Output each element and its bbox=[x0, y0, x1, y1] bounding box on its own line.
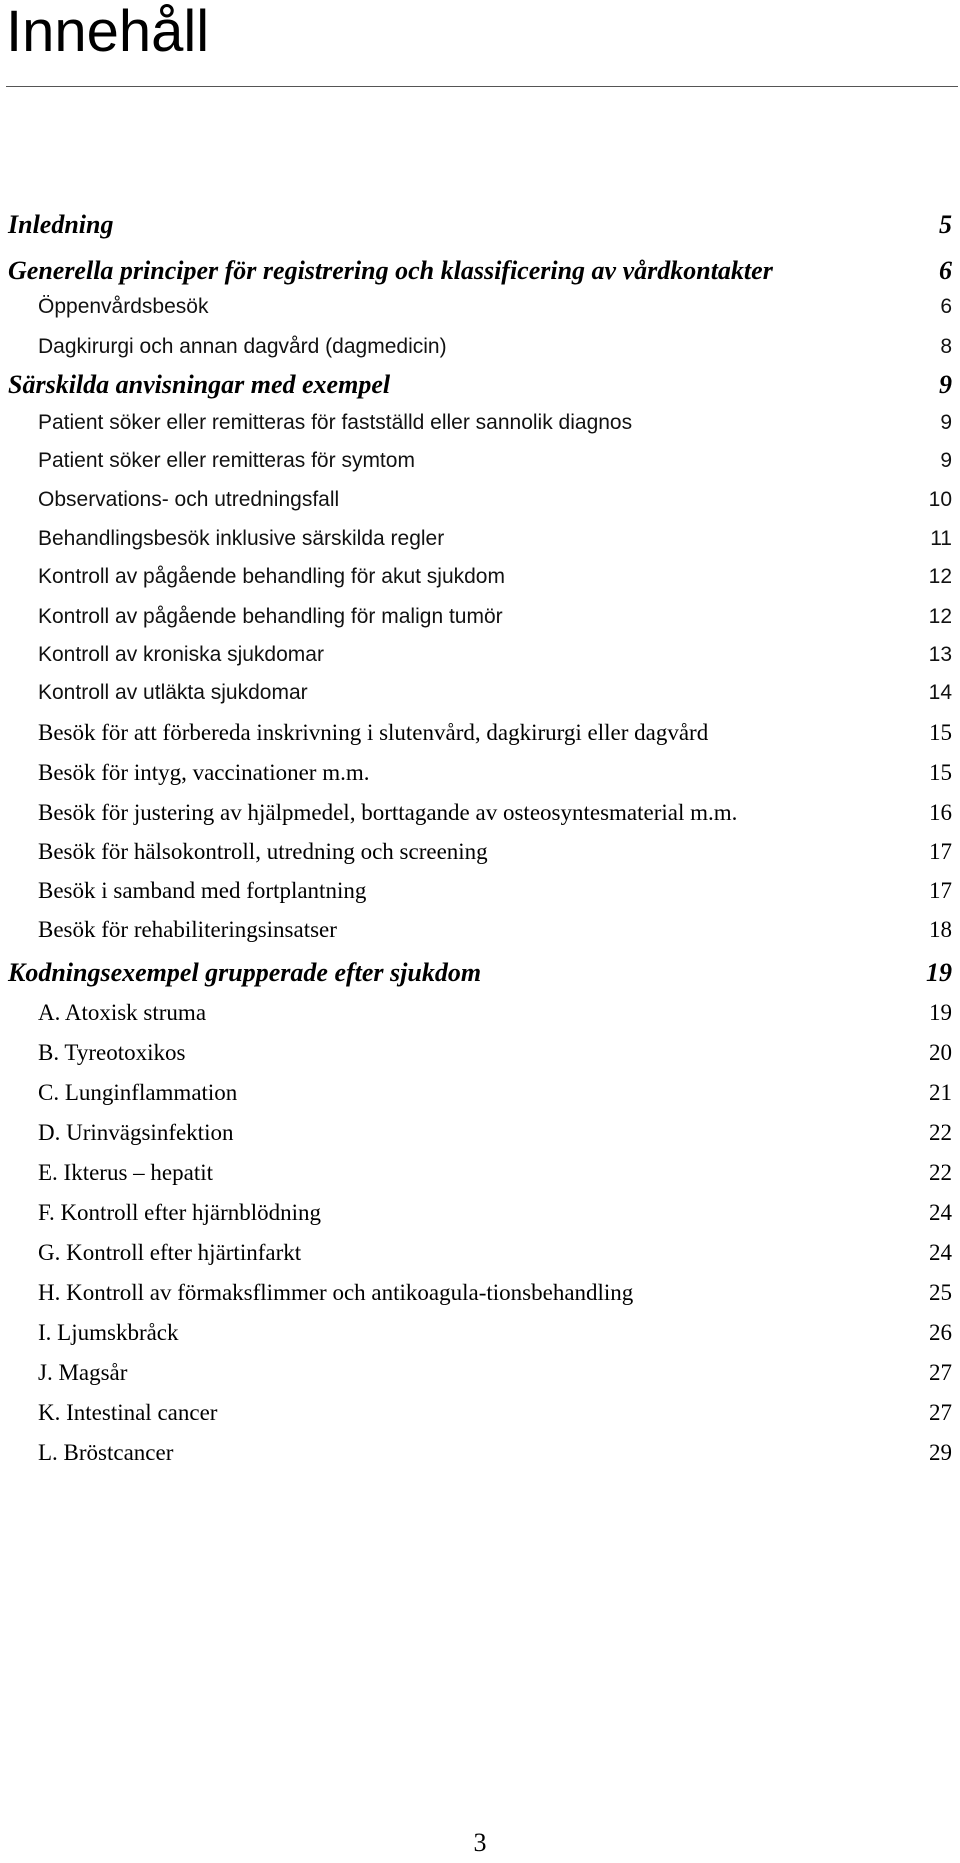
toc-subsection-item[interactable] bbox=[0, 597, 960, 637]
toc-entry-page-number: 17 bbox=[929, 878, 952, 903]
toc-entry-page-number: 15 bbox=[929, 760, 952, 785]
toc-subsection-item[interactable] bbox=[0, 287, 960, 327]
toc-entry-page-number: 22 bbox=[929, 1160, 952, 1185]
toc-entry-label: C. Lunginflammation bbox=[38, 1080, 238, 1105]
toc-entry-label: Särskilda anvisningar med exempel bbox=[8, 370, 391, 399]
toc-entry-page-number: 24 bbox=[929, 1240, 952, 1265]
toc-entry-label: Besök för justering av hjälpmedel, borttagande av osteosyntesmaterial m.m. bbox=[38, 800, 738, 825]
toc-entry-page-number: 25 bbox=[929, 1280, 952, 1305]
toc-entry-label: E. Ikterus – hepatit bbox=[38, 1160, 214, 1185]
toc-subsection-item[interactable] bbox=[0, 673, 960, 713]
toc-entry-page-number: 13 bbox=[928, 643, 952, 666]
toc-entry-page-number: 14 bbox=[928, 681, 952, 704]
toc-subsection-item[interactable] bbox=[0, 1153, 960, 1193]
toc-entry-page-number: 16 bbox=[929, 800, 952, 825]
toc-subsection-item[interactable] bbox=[0, 1193, 960, 1233]
toc-entry-label: Besök för intyg, vaccinationer m.m. bbox=[38, 760, 370, 785]
toc-entry-page-number: 29 bbox=[929, 1440, 952, 1465]
toc-entry-page-number: 21 bbox=[929, 1080, 952, 1105]
toc-entry-label: Dagkirurgi och annan dagvård (dagmedicin) bbox=[38, 335, 447, 358]
toc-entry-label: Patient söker eller remitteras för fastställd eller sannolik diagnos bbox=[38, 411, 633, 434]
toc-entry-page-number: 18 bbox=[929, 917, 952, 942]
toc-entry-label: Kodningsexempel grupperade efter sjukdom bbox=[8, 958, 482, 987]
page-number: 3 bbox=[473, 1828, 487, 1857]
toc-section-heading[interactable] bbox=[0, 205, 960, 245]
toc-entry-label: Besök för rehabiliteringsinsatser bbox=[38, 917, 337, 942]
toc-section-heading[interactable] bbox=[0, 251, 960, 291]
toc-entry-label: Besök för att förbereda inskrivning i slutenvård, dagkirurgi eller dagvård bbox=[38, 720, 709, 745]
toc-entry-label: Kontroll av kroniska sjukdomar bbox=[38, 643, 324, 666]
title-divider bbox=[6, 86, 958, 87]
toc-entry-page-number: 19 bbox=[929, 1000, 952, 1025]
page-title: Innehåll bbox=[6, 0, 210, 64]
toc-subsection-item[interactable] bbox=[0, 1313, 960, 1353]
toc-subsection-item[interactable] bbox=[0, 1073, 960, 1113]
toc-entry-label: D. Urinvägsinfektion bbox=[38, 1120, 234, 1145]
toc-entry-label: G. Kontroll efter hjärtinfarkt bbox=[38, 1240, 302, 1265]
toc-section-heading[interactable] bbox=[0, 365, 960, 405]
toc-entry-page-number: 26 bbox=[929, 1320, 952, 1345]
toc-subsection-item[interactable] bbox=[0, 327, 960, 367]
toc-entry-page-number: 9 bbox=[940, 449, 952, 472]
toc-subsection-item[interactable] bbox=[0, 519, 960, 559]
toc-entry-label: Inledning bbox=[8, 210, 114, 239]
toc-entry-page-number: 24 bbox=[929, 1200, 952, 1225]
toc-entry-label: Öppenvårdsbesök bbox=[38, 295, 209, 318]
toc-entry-page-number: 9 bbox=[939, 370, 952, 399]
toc-subsection-item[interactable] bbox=[0, 1273, 960, 1313]
toc-entry-page-number: 19 bbox=[926, 958, 952, 987]
toc-entry-label: Kontroll av pågående behandling för akut sjukdom bbox=[38, 565, 505, 588]
toc-subsection-item[interactable] bbox=[0, 635, 960, 675]
toc-subsection-item[interactable] bbox=[0, 910, 960, 950]
toc-entry-label: Patient söker eller remitteras för symtom bbox=[38, 449, 415, 472]
toc-subsection-item[interactable] bbox=[0, 1353, 960, 1393]
toc-entry-page-number: 6 bbox=[940, 295, 952, 318]
toc-entry-label: Besök i samband med fortplantning bbox=[38, 878, 367, 903]
toc-entry-label: B. Tyreotoxikos bbox=[38, 1040, 186, 1065]
toc-subsection-item[interactable] bbox=[0, 1233, 960, 1273]
toc-subsection-item[interactable] bbox=[0, 403, 960, 443]
toc-entry-label: I. Ljumskbråck bbox=[38, 1320, 179, 1345]
toc-subsection-item[interactable] bbox=[0, 557, 960, 597]
toc-subsection-item[interactable] bbox=[0, 753, 960, 793]
toc-subsection-item[interactable] bbox=[0, 793, 960, 833]
toc-entry-label: L. Bröstcancer bbox=[38, 1440, 174, 1465]
toc-subsection-item[interactable] bbox=[0, 993, 960, 1033]
toc-entry-page-number: 6 bbox=[939, 256, 952, 285]
toc-entry-label: Kontroll av pågående behandling för malign tumör bbox=[38, 605, 503, 628]
toc-entry-page-number: 27 bbox=[929, 1400, 952, 1425]
toc-entry-label: H. Kontroll av förmaksflimmer och antikoagula-tionsbehandling bbox=[38, 1280, 634, 1305]
toc-section-heading[interactable] bbox=[0, 953, 960, 993]
toc-subsection-item[interactable] bbox=[0, 480, 960, 520]
toc-entry-label: Observations- och utredningsfall bbox=[38, 488, 340, 511]
toc-entry-label: Generella principer för registrering och klassificering av vårdkontakter bbox=[8, 256, 773, 285]
toc-entry-page-number: 17 bbox=[929, 839, 952, 864]
toc-entry-label: K. Intestinal cancer bbox=[38, 1400, 218, 1425]
toc-entry-label: Behandlingsbesök inklusive särskilda regler bbox=[38, 527, 445, 550]
toc-entry-label: Kontroll av utläkta sjukdomar bbox=[38, 681, 308, 704]
toc-entry-page-number: 12 bbox=[928, 565, 952, 588]
toc-entry-page-number: 27 bbox=[929, 1360, 952, 1385]
toc-entry-label: J. Magsår bbox=[38, 1360, 128, 1385]
toc-entry-page-number: 22 bbox=[929, 1120, 952, 1145]
toc-entry-page-number: 10 bbox=[928, 488, 952, 511]
toc-entry-page-number: 15 bbox=[929, 720, 952, 745]
toc-entry-page-number: 8 bbox=[940, 335, 952, 358]
toc-entry-label: A. Atoxisk struma bbox=[38, 1000, 207, 1025]
toc-entry-page-number: 5 bbox=[939, 210, 952, 239]
toc-subsection-item[interactable] bbox=[0, 1113, 960, 1153]
toc-entry-page-number: 9 bbox=[940, 411, 952, 434]
toc-subsection-item[interactable] bbox=[0, 871, 960, 911]
toc-subsection-item[interactable] bbox=[0, 713, 960, 753]
toc-subsection-item[interactable] bbox=[0, 1393, 960, 1433]
toc-subsection-item[interactable] bbox=[0, 441, 960, 481]
toc-subsection-item[interactable] bbox=[0, 1033, 960, 1073]
toc-entry-page-number: 12 bbox=[928, 605, 952, 628]
toc-entry-page-number: 11 bbox=[930, 527, 952, 550]
toc-entry-label: Besök för hälsokontroll, utredning och screening bbox=[38, 839, 488, 864]
toc-subsection-item[interactable] bbox=[0, 1433, 960, 1473]
toc-subsection-item[interactable] bbox=[0, 832, 960, 872]
toc-entry-label: F. Kontroll efter hjärnblödning bbox=[38, 1200, 322, 1225]
toc-entry-page-number: 20 bbox=[929, 1040, 952, 1065]
